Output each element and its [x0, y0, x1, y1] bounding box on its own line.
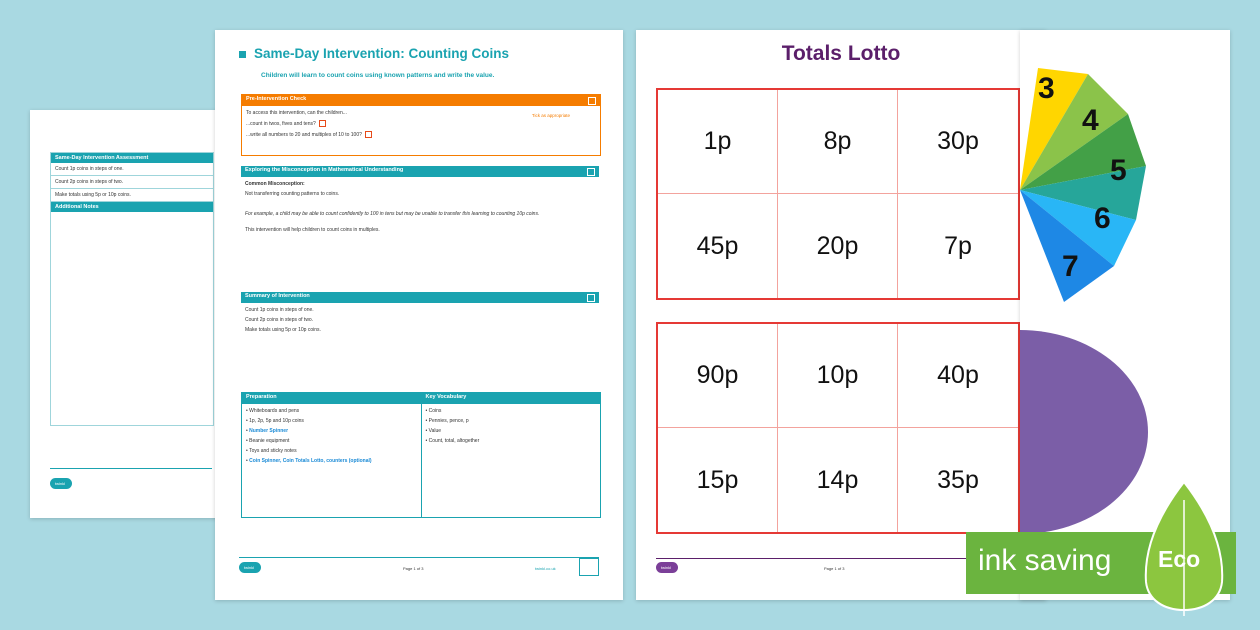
misconception-example: For example, a child may be able to count confidently to 100 in tens but may be unable to transfer this learning to counting 10p coins.	[245, 211, 540, 217]
info-icon	[587, 168, 595, 176]
assessment-page	[30, 110, 220, 518]
vocabulary-item: • Value	[425, 428, 442, 434]
lotto-cell: 14p	[778, 428, 898, 532]
lotto-cell: 8p	[778, 90, 898, 194]
lotto-cell: 35p	[937, 465, 979, 494]
checklist-icon	[588, 97, 596, 105]
page-number: Page 1 of 3	[403, 566, 424, 571]
summary-section	[241, 292, 599, 362]
intervention-plan-page	[215, 30, 623, 600]
pre-check-box	[241, 94, 601, 156]
spinner-number: 7	[1062, 250, 1079, 283]
misconception-text: Not transferring counting patterns to coins.	[245, 191, 340, 197]
list-icon	[587, 294, 595, 302]
vocabulary-header: Key Vocabulary	[422, 393, 601, 404]
vocabulary-item: • Coins	[425, 408, 442, 414]
preparation-item: • Number Spinner	[246, 428, 289, 434]
footer-brand: twinkl.co.uk	[535, 566, 556, 571]
tick-tag: Tick as appropriate	[531, 113, 570, 118]
totals-lotto-page	[636, 30, 1046, 600]
preparation-item: • Whiteboards and pens	[246, 408, 300, 414]
summary-item: Count 1p coins in steps of one.	[245, 307, 314, 313]
lotto-cell: 1p	[658, 90, 778, 194]
prep-vocab-table	[241, 392, 601, 518]
misconception-header: Exploring the Misconception in Mathematical Understanding	[241, 166, 599, 177]
preparation-item: • Toys and sticky notes	[246, 448, 297, 454]
spinner-number: 4	[1082, 104, 1099, 137]
bullet-square-icon	[239, 51, 246, 58]
summary-header: Summary of Intervention	[241, 292, 599, 303]
misconception-note: This intervention will help children to count coins in multiples.	[245, 227, 380, 233]
misconception-label: Common Misconception:	[245, 181, 305, 187]
spinner-number: 3	[1038, 72, 1055, 105]
summary-item: Count 2p coins in steps of two.	[245, 317, 314, 323]
lotto-title: Totals Lotto	[781, 42, 901, 65]
lotto-cell: 7p	[944, 231, 972, 260]
number-spinner	[1020, 30, 1230, 330]
circle-shape	[1020, 330, 1148, 534]
lotto-cell: 15p	[658, 428, 778, 532]
assessment-row: Count 1p coins in steps of one.	[51, 163, 213, 176]
tick-box-icon	[319, 120, 326, 127]
preparation-column	[242, 393, 422, 517]
pre-check-item: ...count in twos, fives and tens?	[246, 120, 596, 127]
twinkl-logo: twinkl	[50, 478, 72, 489]
ink-saving-text: ink saving	[978, 544, 1112, 577]
additional-notes-label: Additional Notes	[51, 202, 213, 212]
assessment-table	[50, 152, 214, 426]
pre-check-intro: To access this intervention, can the children...	[246, 110, 347, 116]
lotto-cell: 20p	[778, 194, 898, 298]
eco-label: Eco	[1158, 546, 1201, 572]
preparation-item: • 1p, 2p, 5p and 10p coins	[246, 418, 304, 424]
pre-check-item: ...write all numbers to 20 and multiples of 10 to 100?	[246, 131, 596, 138]
page-subtitle: Children will learn to count coins using known patterns and write the value.	[261, 72, 495, 79]
lotto-cell: 45p	[658, 194, 778, 298]
footer-line	[239, 557, 599, 558]
pre-check-header: Pre-Intervention Check	[242, 95, 600, 106]
page-title: Same-Day Intervention: Counting Coins	[239, 46, 509, 61]
twinkl-logo: twinkl	[239, 562, 261, 573]
misconception-section	[241, 166, 599, 274]
summary-item: Make totals using 5p or 10p coins.	[245, 327, 321, 333]
vocabulary-item: • Pennies, pence, p	[425, 418, 469, 424]
tick-box-icon	[365, 131, 372, 138]
preparation-header: Preparation	[242, 393, 421, 404]
lotto-cell: 30p	[898, 90, 1018, 194]
twinkl-logo: twinkl	[656, 562, 678, 573]
assessment-row: Count 2p coins in steps of two.	[51, 176, 213, 189]
assessment-title: Same-Day Intervention Assessment	[51, 153, 213, 163]
spinner-number: 6	[1094, 202, 1111, 235]
page-number: Page 1 of 3	[824, 566, 845, 571]
preparation-item: • Beanie equipment	[246, 438, 290, 444]
lotto-cell: 90p	[658, 324, 778, 428]
lotto-cell: 10p	[778, 324, 898, 428]
preparation-item: • Coin Spinner, Coin Totals Lotto, counters (optional)	[246, 458, 372, 464]
vocabulary-item: • Count, total, altogether	[425, 438, 480, 444]
lotto-grid-1	[656, 88, 1020, 300]
lotto-cell: 40p	[898, 324, 1018, 428]
vocabulary-column	[422, 393, 601, 517]
footer-line	[50, 468, 212, 469]
assessment-row: Make totals using 5p or 10p coins.	[51, 189, 213, 202]
lotto-grid-2	[656, 322, 1020, 534]
badge-icon	[579, 558, 599, 576]
spinner-number: 5	[1110, 154, 1127, 187]
